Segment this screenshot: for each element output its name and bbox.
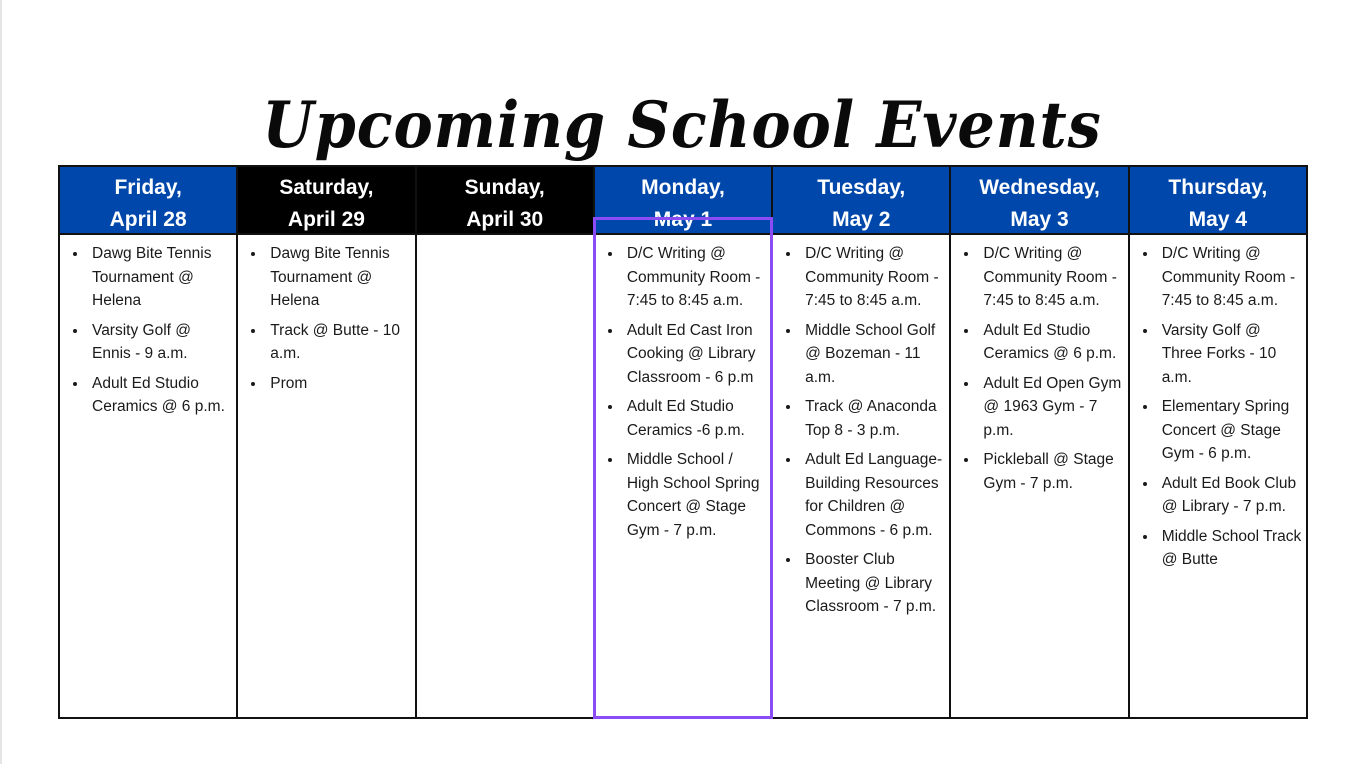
day-header: [595, 165, 771, 235]
day-header: [1130, 165, 1306, 235]
day-date: May 3: [1010, 208, 1069, 231]
day-events: [417, 235, 593, 717]
event-item: • D/C Writing @ Community Room - 7:45 to 8:45 a.m.: [801, 242, 945, 313]
event-item: • Adult Ed Book Club @ Library - 7 p.m.: [1158, 472, 1302, 519]
event-item: • Adult Ed Language-Building Resources for Children @ Commons - 6 p.m.: [801, 448, 945, 542]
day-weekday: Thursday,: [1168, 176, 1268, 199]
event-item: • Middle School / High School Spring Concert @ Stage Gym - 7 p.m.: [623, 448, 767, 542]
day-events: [951, 235, 1127, 717]
day-events: [238, 235, 414, 717]
day-column: [1130, 165, 1308, 719]
day-header: [951, 165, 1127, 235]
day-weekday: Monday,: [641, 176, 725, 199]
day-events: [1130, 235, 1306, 717]
day-weekday: Wednesday,: [979, 176, 1100, 199]
page-title: Upcoming School Events: [262, 87, 1102, 163]
event-list: [603, 242, 767, 542]
event-item: • Middle School Track @ Butte: [1158, 525, 1302, 572]
event-list: [781, 242, 945, 619]
day-column: [417, 165, 595, 719]
day-header: [773, 165, 949, 235]
event-item: • Adult Ed Studio Ceramics -6 p.m.: [623, 395, 767, 442]
event-item: • Prom: [266, 372, 410, 396]
event-item: • Dawg Bite Tennis Tournament @ Helena: [88, 242, 232, 313]
event-item: • Track @ Anaconda Top 8 - 3 p.m.: [801, 395, 945, 442]
event-item: • Adult Ed Studio Ceramics @ 6 p.m.: [88, 372, 232, 419]
event-item: • Pickleball @ Stage Gym - 7 p.m.: [979, 448, 1123, 495]
event-item: • Adult Ed Cast Iron Cooking @ Library Classroom - 6 p.m: [623, 319, 767, 390]
day-date: May 4: [1188, 208, 1248, 231]
day-header: [238, 165, 414, 235]
day-events: [60, 235, 236, 717]
page-edge: [0, 0, 2, 764]
day-date: May 2: [832, 208, 891, 231]
day-weekday: Friday,: [114, 176, 182, 199]
events-calendar: [58, 165, 1308, 719]
day-column: [595, 165, 773, 719]
day-date: May 1: [653, 208, 713, 231]
event-list: [959, 242, 1123, 495]
day-column: [60, 165, 238, 719]
day-column: [238, 165, 416, 719]
day-weekday: Sunday,: [464, 176, 545, 199]
day-weekday: Saturday,: [279, 176, 374, 199]
event-item: • Varsity Golf @ Ennis - 9 a.m.: [88, 319, 232, 366]
event-item: • Track @ Butte - 10 a.m.: [266, 319, 410, 366]
day-date: April 29: [287, 208, 365, 231]
day-header: [417, 165, 593, 235]
event-item: • Dawg Bite Tennis Tournament @ Helena: [266, 242, 410, 313]
day-column: [951, 165, 1129, 719]
event-item: • Elementary Spring Concert @ Stage Gym - 6 p.m.: [1158, 395, 1302, 466]
event-item: • Varsity Golf @ Three Forks - 10 a.m.: [1158, 319, 1302, 390]
event-item: • Adult Ed Open Gym @ 1963 Gym - 7 p.m.: [979, 372, 1123, 443]
day-date: April 30: [466, 208, 544, 231]
event-item: • D/C Writing @ Community Room - 7:45 to 8:45 a.m.: [1158, 242, 1302, 313]
event-list: [68, 242, 232, 419]
event-item: • Adult Ed Studio Ceramics @ 6 p.m.: [979, 319, 1123, 366]
event-item: • Middle School Golf @ Bozeman - 11 a.m.: [801, 319, 945, 390]
day-events: [773, 235, 949, 717]
day-date: April 28: [109, 208, 187, 231]
event-list: [1138, 242, 1302, 572]
day-weekday: Tuesday,: [817, 176, 906, 199]
event-item: • D/C Writing @ Community Room - 7:45 to 8:45 a.m.: [623, 242, 767, 313]
event-list: [246, 242, 410, 395]
event-item: • Booster Club Meeting @ Library Classroom - 7 p.m.: [801, 548, 945, 619]
event-item: • D/C Writing @ Community Room - 7:45 to 8:45 a.m.: [979, 242, 1123, 313]
day-column: [773, 165, 951, 719]
day-header: [60, 165, 236, 235]
day-events: [595, 235, 771, 717]
